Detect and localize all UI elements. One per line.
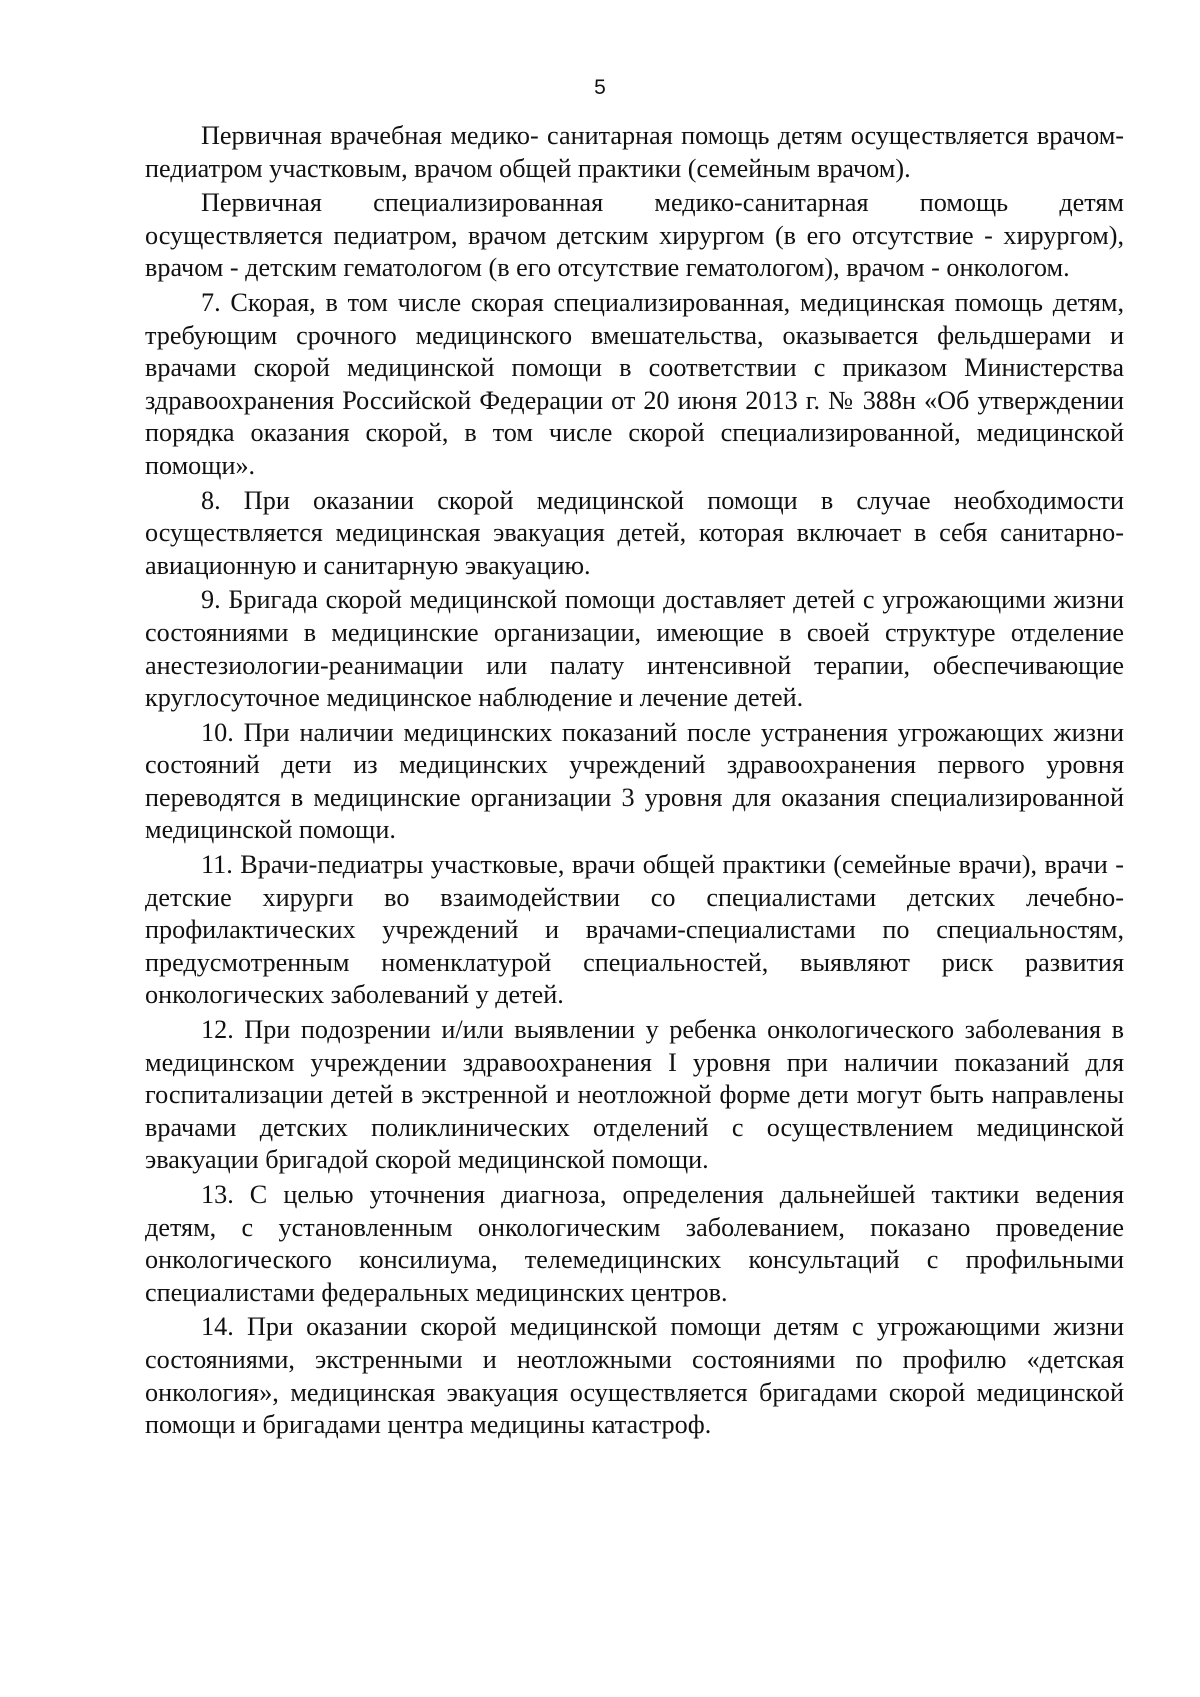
page-number: 5	[594, 76, 606, 99]
paragraph-item-13: 13. С целью уточнения диагноза, определения дальнейшей тактики ведения детям, с установленным онкологическим заболеванием, показано проведение онкологического консилиума, телемедицинских консультаций с профильными специалистами федеральных медицинских центров.	[145, 1180, 1124, 1307]
paragraph-item-14: 14. При оказании скорой медицинской помощи детям с угрожающими жизни состояниями, экстренными и неотложными состояниями по профилю «детская онкология», медицинская эвакуация осуществляется бригадами скорой медицинской помощи и бригадами центра медицины катастроф.	[145, 1312, 1124, 1440]
paragraph-specialized-care: Первичная специализированная медико-санитарная помощь детям осуществляется педиатром, врачом детским хирургом (в его отсутствие - хирургом), врачом - детским гематологом (в его отсутствие гематологом), врачом - онкологом.	[145, 188, 1124, 283]
paragraph-item-10: 10. При наличии медицинских показаний после устранения угрожающих жизни состояний дети из медицинских учреждений здравоохранения первого уровня переводятся в медицинские организации 3 уровня для оказания специализированной медицинской помощи.	[145, 717, 1124, 845]
paragraph-item-8: 8. При оказании скорой медицинской помощи в случае необходимости осуществляется медицинская эвакуация детей, которая включает в себя санитарно-авиационную и санитарную эвакуацию.	[145, 485, 1124, 580]
paragraph-item-12: 12. При подозрении и/или выявлении у ребенка онкологического заболевания в медицинском учреждении здравоохранения I уровня при наличии показаний для госпитализации детей в экстренной и неотложной форме дети могут быть направлены врачами детских поликлинических отделений с осуществлением медицинской эвакуации бригадой скорой медицинской помощи.	[145, 1015, 1124, 1175]
document-body	[145, 120, 1124, 1444]
paragraph-item-9: 9. Бригада скорой медицинской помощи доставляет детей с угрожающими жизни состояниями в медицинские организации, имеющие в своей структуре отделение анестезиологии-реанимации или палату интенсивной терапии, обеспечивающие круглосуточное медицинское наблюдение и лечение детей.	[145, 585, 1124, 713]
paragraph-item-7: 7. Скорая, в том числе скорая специализированная, медицинская помощь детям, требующим срочного медицинского вмешательства, оказывается фельдшерами и врачами скорой медицинской помощи в соответствии с приказом Министерства здравоохранения Российской Федерации от 20 июня 2013 г. № 388н «Об утверждении порядка оказания скорой, в том числе скорой специализированной, медицинской помощи».	[145, 287, 1124, 480]
paragraph-primary-care: Первичная врачебная медико- санитарная помощь детям осуществляется врачом-педиатром участковым, врачом общей практики (семейным врачом).	[145, 121, 1124, 183]
paragraph-item-11: 11. Врачи-педиатры участковые, врачи общей практики (семейные врачи), врачи - детские хирурги во взаимодействии со специалистами детских лечебно-профилактических учреждений и врачами-специалистами по специальностям, предусмотренным номенклатурой специальностей, выявляют риск развития онкологических заболеваний у детей.	[145, 850, 1124, 1010]
